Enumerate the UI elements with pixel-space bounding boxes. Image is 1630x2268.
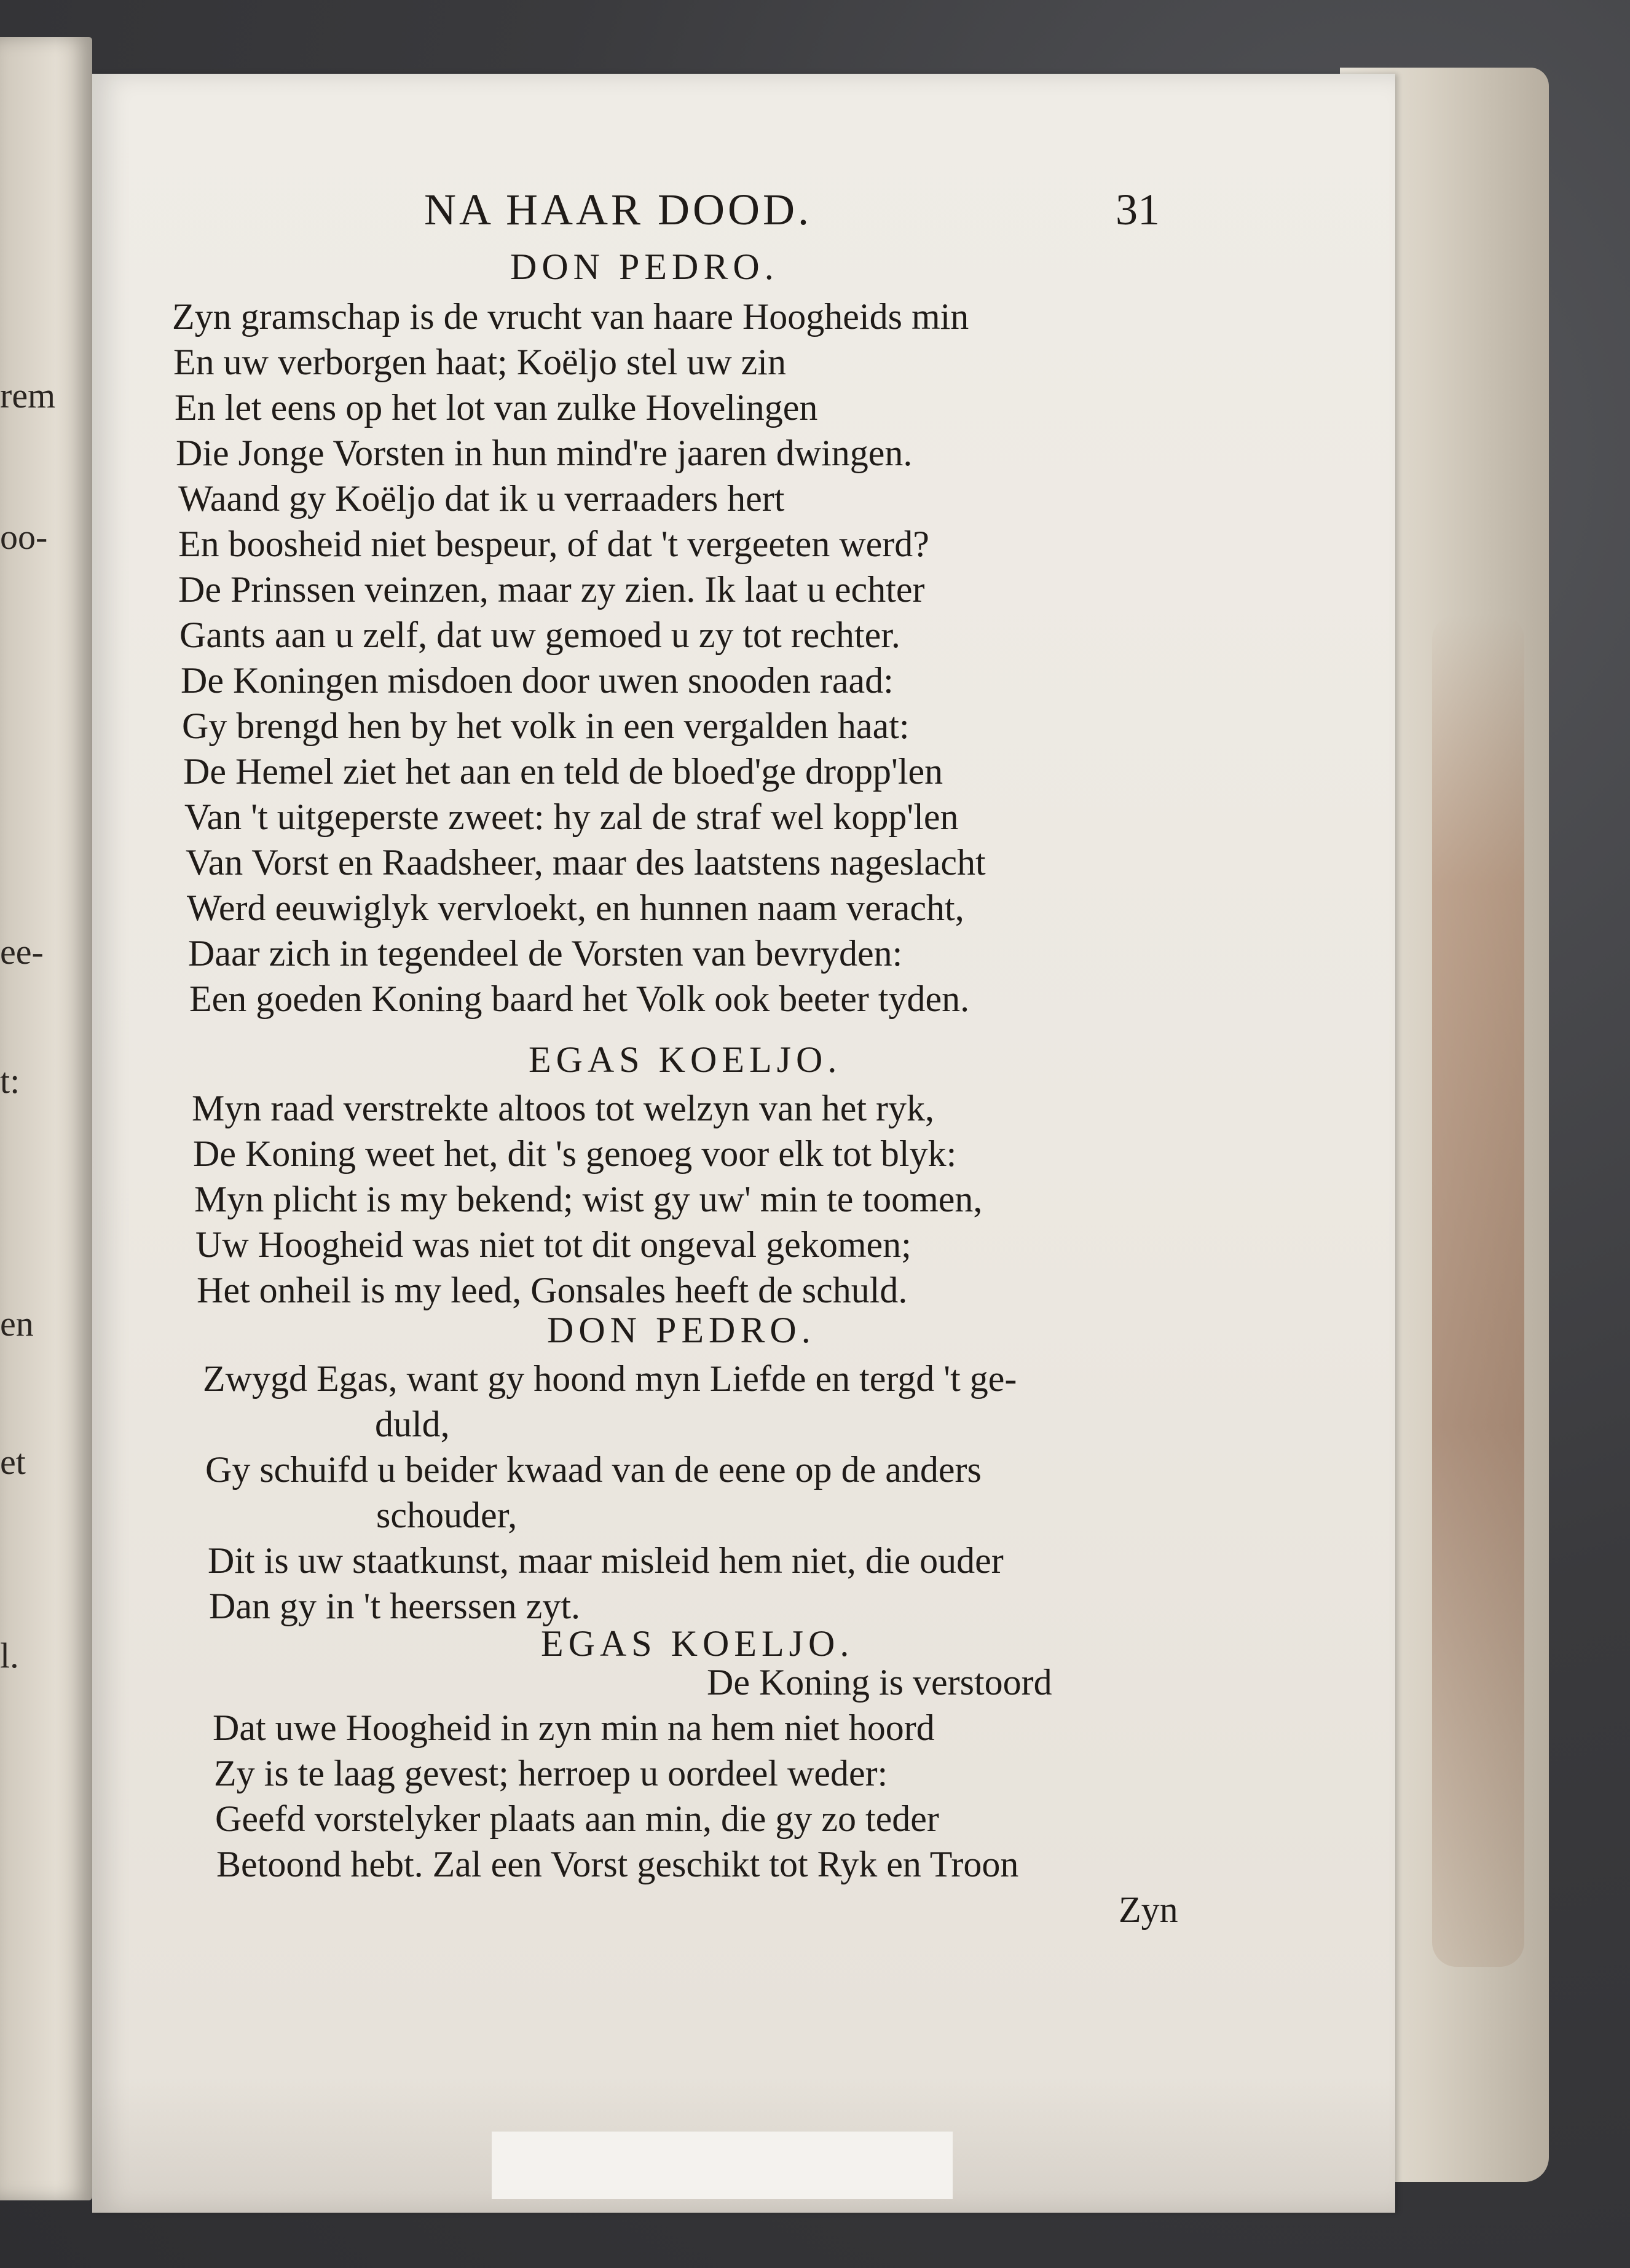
verse-line: Betoond hebt. Zal een Vorst geschikt tot Ryk en Troon xyxy=(216,1844,1019,1884)
verse-line: Gy schuifd u beider kwaad van de eene op de anders xyxy=(205,1449,982,1490)
verse-line: De Koning weet het, dit 's genoeg voor elk tot blyk: xyxy=(193,1133,957,1174)
verse-line: En uw verborgen haat; Koëljo stel uw zin xyxy=(173,342,786,382)
verse-line: Van 't uitgeperste zweet: hy zal de straf wel kopp'len xyxy=(184,797,959,837)
left-page-fragment: t: xyxy=(0,1061,20,1101)
verse-line: De Prinssen veinzen, maar zy zien. Ik laat u echter xyxy=(178,569,925,610)
verse-line: De Hemel ziet het aan en teld de bloed'ge dropp'len xyxy=(183,751,943,792)
left-page-fragment: rem xyxy=(0,376,56,415)
catchword: Zyn xyxy=(1119,1889,1178,1930)
verse-line: Uw Hoogheid was niet tot dit ongeval gekomen; xyxy=(195,1224,911,1265)
verse-line: Zyn gramschap is de vrucht van haare Hoogheids min xyxy=(172,296,969,337)
verse-line: De Koningen misdoen door uwen snooden raad: xyxy=(181,660,894,701)
verse-line: Die Jonge Vorsten in hun mind're jaaren dwingen. xyxy=(176,433,913,473)
left-page-fragment: et xyxy=(0,1442,26,1482)
left-page-fragment: l. xyxy=(0,1636,19,1675)
running-title: NA HAAR DOOD. xyxy=(424,185,813,234)
verse-line: En let eens op het lot van zulke Hovelingen xyxy=(175,387,818,428)
verse-line: Daar zich in tegendeel de Vorsten van bevryden: xyxy=(188,933,903,974)
left-page-fragment: oo- xyxy=(0,517,48,557)
verse-line: Een goeden Koning baard het Volk ook beeter tyden. xyxy=(189,978,970,1019)
library-label-strip xyxy=(492,2132,953,2199)
verse-line: Myn plicht is my bekend; wist gy uw' min te toomen, xyxy=(194,1179,983,1219)
verse-line: schouder, xyxy=(376,1495,518,1535)
left-page-edge xyxy=(0,37,92,2200)
speaker-heading: DON PEDRO. xyxy=(510,246,779,287)
verse-line: Waand gy Koëljo dat ik u verraaders hert xyxy=(178,478,785,519)
speaker-heading: EGAS KOELJO. xyxy=(541,1623,854,1664)
verse-line: Van Vorst en Raadsheer, maar des laatstens nageslacht xyxy=(186,842,986,883)
verse-line: Zy is te laag gevest; herroep u oordeel weder: xyxy=(214,1753,888,1794)
speaker-heading: EGAS KOELJO. xyxy=(529,1039,842,1080)
verse-line: Dan gy in 't heerssen zyt. xyxy=(209,1586,580,1626)
verse-line: Dit is uw staatkunst, maar misleid hem niet, die ouder xyxy=(208,1540,1004,1581)
verse-line: Myn raad verstrekte altoos tot welzyn van het ryk, xyxy=(192,1088,934,1128)
speaker-heading: DON PEDRO. xyxy=(547,1310,816,1350)
left-page-fragment: ee- xyxy=(0,932,44,972)
page-number: 31 xyxy=(1116,185,1160,234)
verse-line: duld, xyxy=(375,1404,450,1444)
foxing-stain xyxy=(1432,615,1524,1967)
verse-line: Geefd vorstelyker plaats aan min, die gy zo teder xyxy=(215,1798,939,1839)
verse-line: Gy brengd hen by het volk in een vergalden haat: xyxy=(182,706,910,746)
verse-line: Dat uwe Hoogheid in zyn min na hem niet hoord xyxy=(213,1707,935,1748)
verse-line: Werd eeuwiglyk vervloekt, en hunnen naam veracht, xyxy=(187,888,964,928)
left-page-fragment: en xyxy=(0,1304,34,1344)
verse-line: De Koning is verstoord xyxy=(707,1662,1052,1703)
verse-line: Gants aan u zelf, dat uw gemoed u zy tot rechter. xyxy=(179,615,900,655)
verse-line: Het onheil is my leed, Gonsales heeft de schuld. xyxy=(197,1270,908,1310)
verse-line: Zwygd Egas, want gy hoond myn Liefde en tergd 't ge- xyxy=(203,1358,1017,1399)
verse-line: En boosheid niet bespeur, of dat 't vergeeten werd? xyxy=(178,524,929,564)
